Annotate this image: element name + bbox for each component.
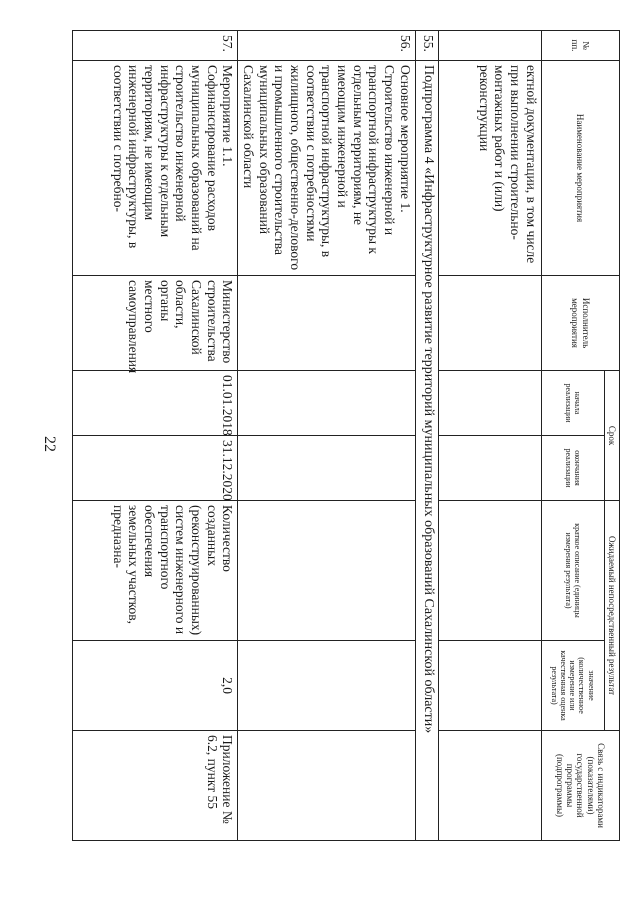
header-term: Срок	[604, 371, 619, 501]
table-row-57	[73, 31, 238, 841]
cell-start	[238, 371, 415, 436]
cell-link	[438, 731, 541, 841]
cell-num	[438, 31, 541, 61]
cell-value: 2,0	[73, 641, 238, 731]
cell-start	[438, 371, 541, 436]
header-link: Связь с индикаторами (показателями) государственной программы (подпрограммы)	[541, 731, 619, 841]
header-num: № пп.	[541, 31, 619, 61]
cell-executor	[438, 276, 541, 371]
cell-num: 56.	[238, 31, 415, 61]
cell-desc	[238, 501, 415, 641]
header-term-end: окончания реализации	[541, 436, 604, 501]
cell-value	[238, 641, 415, 731]
cell-desc	[438, 501, 541, 641]
table-header-row	[604, 31, 619, 841]
cell-link	[238, 731, 415, 841]
header-executor: Исполнитель мероприятия	[541, 276, 619, 371]
cell-name: ектной документации, в том числе при выполнении строительно-монтажных работ и (или) реконструкции	[438, 61, 541, 276]
cell-name: Основное мероприятие 1. Строительство инженерной и транспортной инфраструктуры к отдельным территориям, не имеющим инженерной и транспортной инфраструктуры, в соответствии с потребностями жилищного, общественно-делового и промышленного строительства муниципальных образований Сахалинской области	[238, 61, 415, 276]
header-expected-desc: краткое описание (единицы измерения результата)	[541, 501, 604, 641]
cell-num: 55.	[415, 31, 438, 61]
cell-executor: Министерство строительства Сахалинской области, органы местного самоуправления	[73, 276, 238, 371]
subprogram-title: Подпрограмма 4 «Инфраструктурное развитие территорий муниципальных образований Сахалинской области»	[415, 61, 438, 841]
header-term-start: начала реализации	[541, 371, 604, 436]
cell-desc: Количество созданных (реконструированных) систем инженерного и транспортного обеспечения земельных участков, предназна-	[73, 501, 238, 641]
table-row-55	[415, 31, 438, 841]
rotated-table-page	[80, 30, 620, 840]
cell-end	[238, 436, 415, 501]
header-expected: Ожидаемый непосредственный результат	[604, 501, 619, 731]
cell-end: 31.12.2020	[73, 436, 238, 501]
cell-num: 57.	[73, 31, 238, 61]
table-row-56	[238, 31, 415, 841]
page-number: 22	[41, 436, 58, 452]
cell-executor	[238, 276, 415, 371]
cell-value	[438, 641, 541, 731]
cell-start: 01.01.2018	[73, 371, 238, 436]
cell-name: Мероприятие 1.1. Софинансирование расходов муниципальных образований на строительство инженерной инфраструктуры к отдельным территориям, не имеющим инженерной инфраструктуры, в соответствии с потребно-	[73, 61, 238, 276]
measures-table	[72, 30, 620, 841]
cell-end	[438, 436, 541, 501]
header-name: Наименование мероприятия	[541, 61, 619, 276]
table-row-continuation	[438, 31, 541, 841]
header-expected-value: значение (количественное измерение или качественная оценка результата)	[541, 641, 604, 731]
cell-link: Приложение № 6.2, пункт 55	[73, 731, 238, 841]
